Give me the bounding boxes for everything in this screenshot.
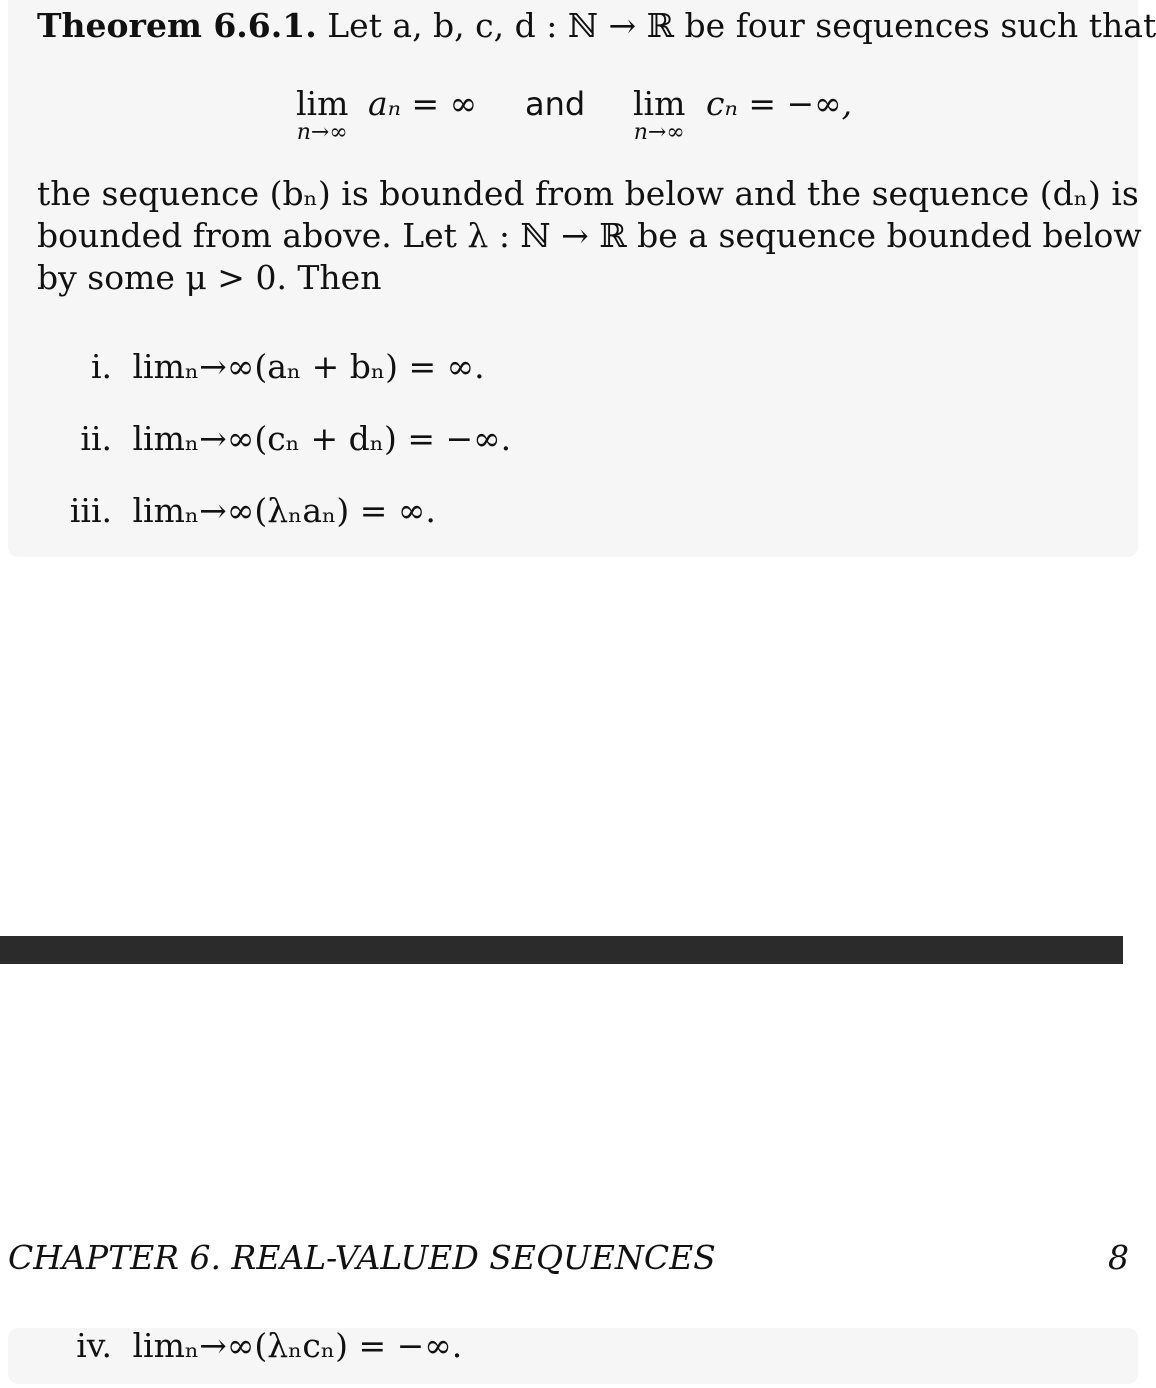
item-text: limₙ→∞(cₙ + dₙ) = −∞.: [132, 419, 512, 458]
lim-word-left: lim: [296, 84, 349, 123]
item-text: limₙ→∞(λₙaₙ) = ∞.: [132, 491, 436, 530]
lim-word-right: lim: [633, 84, 686, 123]
item-label: ii.: [80, 419, 112, 458]
page-number: 8: [1108, 1238, 1129, 1277]
running-header: CHAPTER 6. REAL-VALUED SEQUENCES: [8, 1238, 716, 1277]
lim-sub-right: n→∞: [633, 120, 685, 145]
body-line-1: the sequence (bₙ) is bounded from below and the sequence (dₙ) is: [37, 174, 1139, 213]
left-limit-expression: aₙ = ∞: [368, 84, 478, 123]
list-item: [40, 491, 436, 531]
right-limit: [633, 86, 685, 144]
page-separator: [0, 936, 1123, 964]
lim-sub-left: n→∞: [296, 120, 348, 145]
item-label: iii.: [69, 491, 112, 530]
theorem-label: Theorem 6.6.1.: [37, 6, 317, 45]
item-label: iv.: [76, 1326, 112, 1365]
body-line-2: bounded from above. Let λ : ℕ → ℝ be a sequence bounded below: [37, 216, 1142, 255]
item-text: limₙ→∞(λₙcₙ) = −∞.: [132, 1326, 463, 1365]
list-item: [40, 1326, 462, 1366]
item-label: i.: [90, 347, 112, 386]
left-limit: [296, 86, 348, 144]
item-text: limₙ→∞(aₙ + bₙ) = ∞.: [132, 347, 485, 386]
theorem-intro: Let a, b, c, d : ℕ → ℝ be four sequences such that: [327, 6, 1156, 45]
right-limit-expression: cₙ = −∞,: [706, 84, 853, 123]
list-item: [40, 419, 511, 459]
display-connector: and: [525, 85, 586, 123]
theorem-first-line: [37, 6, 1156, 46]
body-line-3: by some μ > 0. Then: [37, 258, 382, 297]
list-item: [40, 347, 485, 387]
